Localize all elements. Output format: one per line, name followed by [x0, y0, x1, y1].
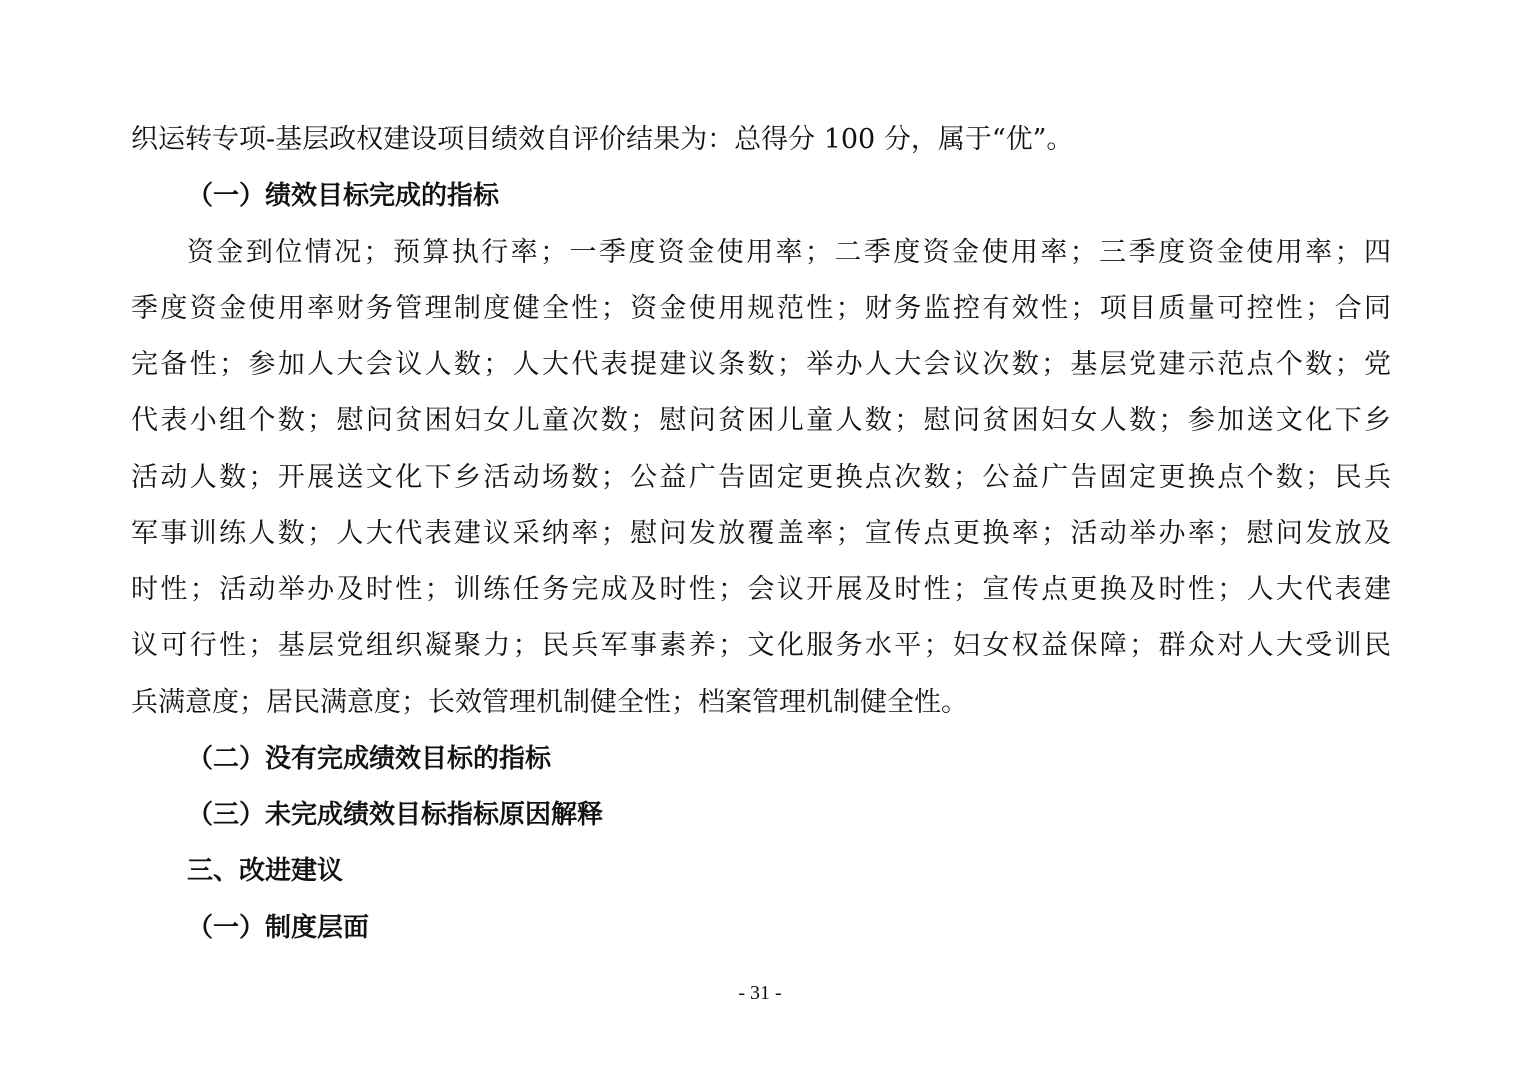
page-number: - 31 - — [738, 982, 782, 1004]
body-text-line: 时性；活动举办及时性；训练任务完成及时性；会议开展及时性；宣传点更换及时性；人大代表建 — [131, 574, 1391, 605]
body-text-line: 季度资金使用率财务管理制度健全性；资金使用规范性；财务监控有效性；项目质量可控性；合同 — [131, 293, 1391, 324]
section-heading: 三、改进建议 — [187, 856, 344, 886]
body-text-line: 资金到位情况；预算执行率；一季度资金使用率；二季度资金使用率；三季度资金使用率；四 — [187, 237, 1391, 268]
body-text-line: 织运转专项-基层政权建设项目绩效自评价结果为：总得分 100 分，属于“优”。 — [131, 124, 1074, 155]
section-heading: （一）绩效目标完成的指标 — [187, 181, 500, 211]
body-text-line: 军事训练人数；人大代表建议采纳率；慰问发放覆盖率；宣传点更换率；活动举办率；慰问发放及 — [131, 518, 1391, 549]
body-text-line: 代表小组个数；慰问贫困妇女儿童次数；慰问贫困儿童人数；慰问贫困妇女人数；参加送文化下乡 — [131, 405, 1391, 436]
section-heading: （二）没有完成绩效目标的指标 — [187, 744, 552, 774]
section-heading: （三）未完成绩效目标指标原因解释 — [187, 800, 604, 830]
body-text-line: 议可行性；基层党组织凝聚力；民兵军事素养；文化服务水平；妇女权益保障；群众对人大受训民 — [131, 630, 1391, 661]
section-heading: （一）制度层面 — [187, 913, 370, 943]
body-text-line: 兵满意度；居民满意度；长效管理机制健全性；档案管理机制健全性。 — [131, 687, 968, 718]
body-text-line: 完备性；参加人大会议人数；人大代表提建议条数；举办人大会议次数；基层党建示范点个数；党 — [131, 349, 1391, 380]
body-text-line: 活动人数；开展送文化下乡活动场数；公益广告固定更换点次数；公益广告固定更换点个数；民兵 — [131, 462, 1391, 493]
